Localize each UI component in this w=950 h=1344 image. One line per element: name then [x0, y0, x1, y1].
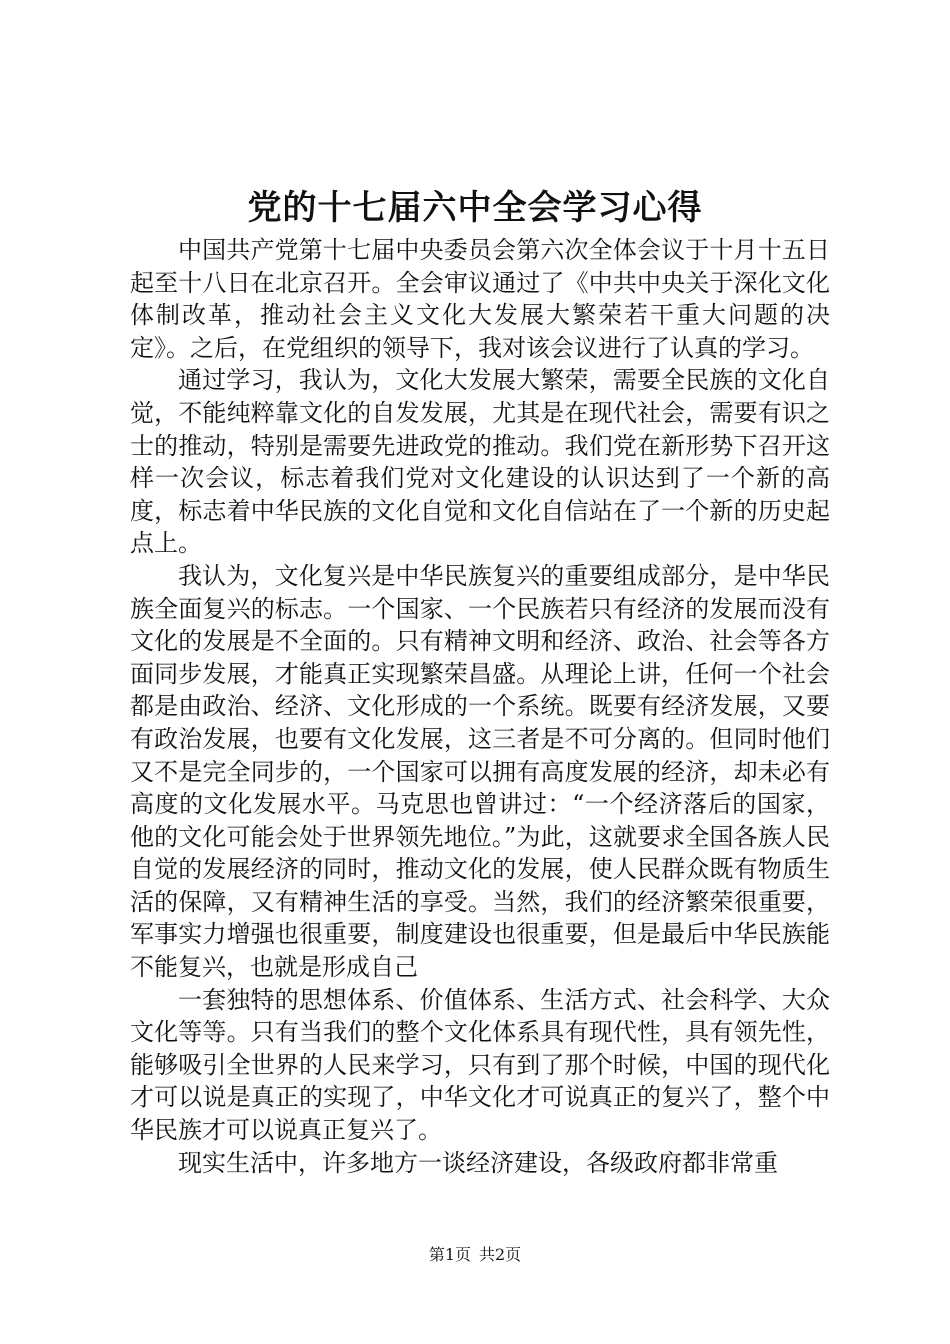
paragraph: 中国共产党第十七届中央委员会第六次全体会议于十月十五日起至十八日在北京召开。全会审议通过了《中共中央关于深化文化体制改革，推动社会主义文化大发展大繁荣若干重大问题的决定》。之后，在党组织的领导下，我对该会议进行了认真的学习。	[130, 236, 830, 362]
paragraph: 通过学习，我认为，文化大发展大繁荣，需要全民族的文化自觉，不能纯粹靠文化的自发发展，尤其是在现代社会，需要有识之士的推动，特别是需要先进政党的推动。我们党在新形势下召开这样一次会议，标志着我们党对文化建设的认识达到了一个新的高度，标志着中华民族的文化自觉和文化自信站在了一个新的历史起点上。	[130, 366, 830, 558]
page-total: 共2页	[479, 1245, 522, 1264]
page-number: 第1页	[428, 1245, 471, 1264]
page-footer	[0, 1244, 950, 1266]
paragraph: 我认为，文化复兴是中华民族复兴的重要组成部分，是中华民族全面复兴的标志。一个国家、一个民族若只有经济的发展而没有文化的发展是不全面的。只有精神文明和经济、政治、社会等各方面同步发展，才能真正实现繁荣昌盛。从理论上讲，任何一个社会都是由政治、经济、文化形成的一个系统。既要有经济发展，又要有政治发展，也要有文化发展，这三者是不可分离的。但同时他们又不是完全同步的，一个国家可以拥有高度发展的经济，却未必有高度的文化发展水平。马克思也曾讲过：“一个经济落后的国家，他的文化可能会处于世界领先地位。”为此，这就要求全国各族人民自觉的发展经济的同时，推动文化的发展，使人民群众既有物质生活的保障，又有精神生活的享受。当然，我们的经济繁荣很重要，军事实力增强也很重要，制度建设也很重要，但是最后中华民族能不能复兴，也就是形成自己	[130, 561, 830, 982]
document-body	[130, 234, 830, 1179]
document-title: 党的十七届六中全会学习心得	[247, 188, 703, 228]
paragraph: 一套独特的思想体系、价值体系、生活方式、社会科学、大众文化等等。只有当我们的整个文化体系具有现代性，具有领先性，能够吸引全世界的人民来学习，只有到了那个时候，中国的现代化才可以说是真正的实现了，中华文化才可说真正的复兴了，整个中华民族才可以说真正复兴了。	[130, 985, 830, 1145]
paragraph: 现实生活中，许多地方一谈经济建设，各级政府都非常重	[178, 1148, 778, 1177]
